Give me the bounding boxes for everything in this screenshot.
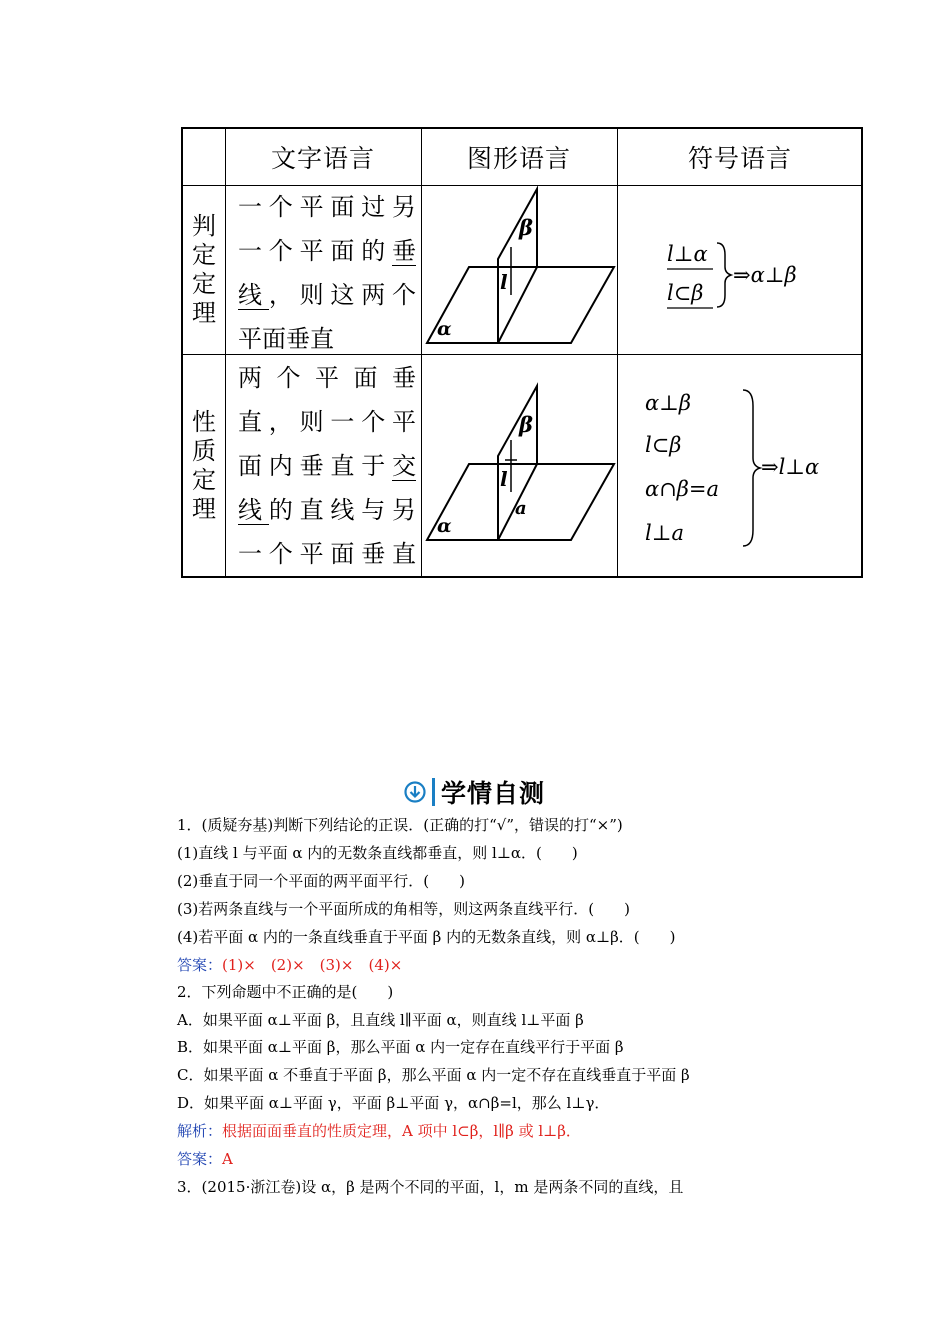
table-divider [617,129,618,576]
answer-value: A [222,1150,233,1168]
text-line: 线的直线与另 [238,496,417,524]
row2-symbol-expression [619,354,861,578]
analysis-value: 根据面面垂直的性质定理，A 项中 l⊂β，l∥β 或 l⊥β． [222,1122,581,1140]
sym-line1: α⊥β [645,391,692,415]
perpendicular-planes-property-figure [423,354,617,578]
sym-conclusion: ⇒α⊥β [733,263,797,287]
header-figure-language: 图形语言 [466,144,571,173]
row1-symbol-expression [619,185,861,354]
q1-item-2: (2)垂直于同一个平面的两平面平行．( ) [177,872,465,890]
row-label-criterion: 判 定 定 理 [192,211,216,327]
q2-option-d: D．如果平面 α⊥平面 γ，平面 β⊥平面 γ，α∩β=l，那么 l⊥γ． [177,1094,610,1112]
q2-option-b: B．如果平面 α⊥平面 β，那么平面 α 内一定存在直线平行于平面 β [177,1038,624,1056]
row2-figure [423,354,617,578]
q1-answer [177,955,402,975]
fig-label-beta: β [519,215,533,240]
q2-stem: 2．下列命题中不正确的是( ) [177,983,394,1001]
q1-item-3: (3)若两条直线与一个平面所成的角相等，则这两条直线平行．( ) [177,900,630,918]
text-line: 一个平面的垂 [238,237,416,265]
header-text-language: 文字语言 [270,144,375,173]
sym-line2: l⊂β [645,433,682,457]
theorem-table [181,127,863,578]
row1-symbols [619,185,861,354]
q2-option-c: C．如果平面 α 不垂直于平面 β，那么平面 α 内一定不存在直线垂直于平面 β [177,1066,690,1084]
sym-line3: α∩β=a [645,477,720,501]
download-arrow-icon [404,781,426,803]
heading-divider [432,778,435,806]
sym-line4: l⊥a [645,521,684,545]
q1-item-4: (4)若平面 α 内的一条直线垂直于平面 β 内的无数条直线，则 α⊥β．( ) [177,928,676,946]
header-symbol-language: 符号语言 [687,144,792,173]
text-line: 线，则这两个 [238,281,417,309]
q1-item-1: (1)直线 l 与平面 α 内的无数条直线都垂直，则 l⊥α．( ) [177,844,578,862]
row2-symbols [619,354,861,578]
text-line: 面内垂直于交 [238,452,416,480]
q1-stem: 1．(质疑夯基)判断下列结论的正误．(正确的打“√”，错误的打“×”) [177,816,623,834]
row1-text-statement: 一个平面过另 一个平面的垂 线，则这两个 平面垂直 [238,193,417,353]
fig-label-alpha: α [437,318,452,340]
table-divider [225,129,226,576]
perpendicular-planes-figure [423,185,617,354]
q2-answer [177,1149,233,1169]
fig-label-alpha: α [437,515,452,537]
section-title: 学情自测 [441,779,546,808]
fig-label-l: l [500,270,508,294]
row2-text-statement: 两个平面垂 直，则一个平 面内垂直于交 线的直线与另 一个平面垂直 [238,364,417,568]
q3-stem: 3．(2015·浙江卷)设 α，β 是两个不同的平面，l，m 是两条不同的直线，且 [177,1178,684,1196]
fig-label-l: l [500,467,508,491]
section-heading [404,775,545,809]
sym-conclusion: ⇒l⊥α [761,455,820,479]
q2-analysis [177,1121,581,1141]
answer-label: 答案： [177,956,223,974]
sym-line1: l⊥α [667,242,708,266]
q2-option-a: A．如果平面 α⊥平面 β，且直线 l∥平面 α，则直线 l⊥平面 β [177,1011,584,1029]
answer-value: (1)× (2)× (3)× (4)× [222,956,403,974]
fig-label-beta: β [519,412,533,437]
answer-label: 答案： [177,1150,223,1168]
table-divider [421,129,422,576]
sym-line2: l⊂β [667,281,704,305]
analysis-label: 解析： [177,1122,223,1140]
fig-label-a: a [515,498,527,519]
row-label-property: 性 质 定 理 [192,408,216,523]
row1-figure [423,185,617,354]
